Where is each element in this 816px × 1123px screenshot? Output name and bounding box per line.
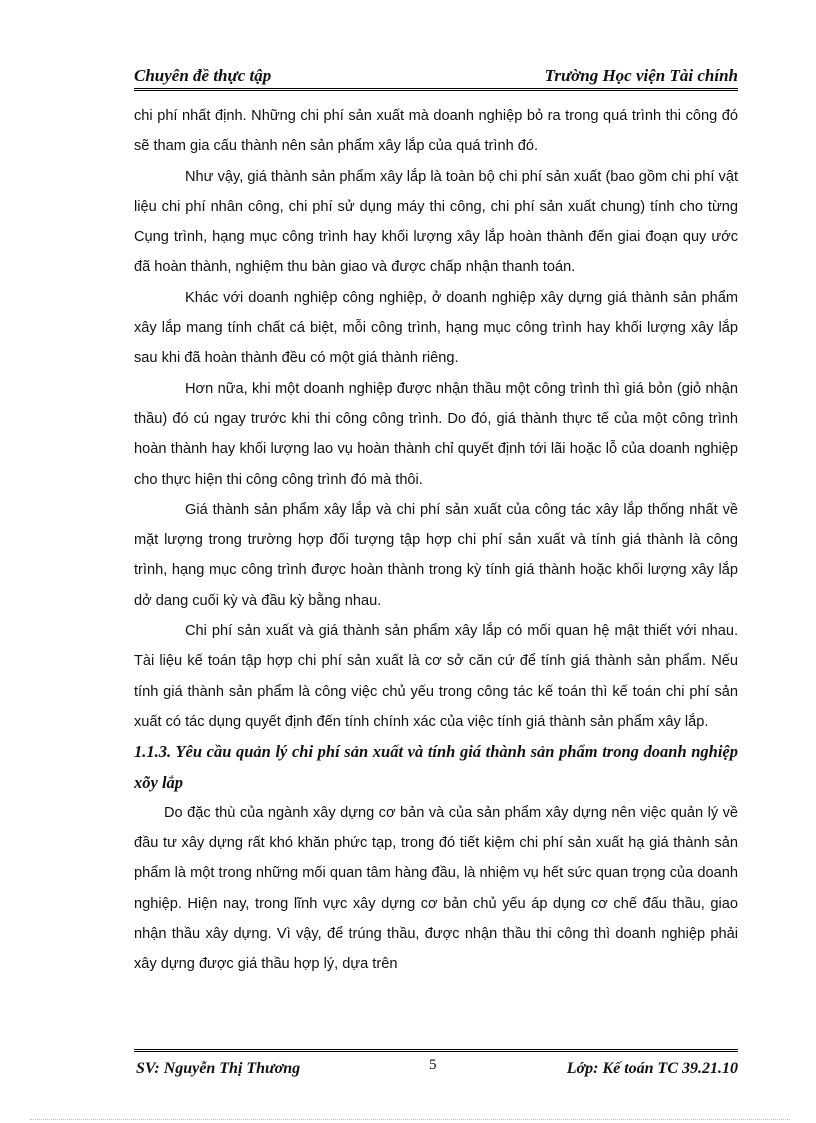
paragraph: Giá thành sản phẩm xây lắp và chi phí sản xuất của công tác xây lắp thống nhất về mặt lượng trong trường hợp đối tượng tập hợp chi phí sản xuất và tính giá thành là công trình, hạng mục công trình được hoàn thành trong kỳ tính giá thành hoặc khối lượng xây lắp dở dang cuối kỳ và đầu kỳ bằng nhau.: [134, 501, 738, 609]
page-body: [134, 101, 738, 980]
bottom-dotted-rule: [30, 1119, 790, 1120]
paragraph: Như vậy, giá thành sản phẩm xây lắp là toàn bộ chi phí sản xuất (bao gồm chi phí vật liệu chi phí nhân công, chi phí sử dụng máy thi công, chi phí sản xuất chung) tính cho từng Cụng trình, hạng mục công trình hay khối lượng xây lắp hoàn thành đến giai đoạn quy ước đã hoàn thành, nghiệm thu bàn giao và được chấp nhận thanh toán.: [134, 168, 738, 276]
footer-class: Lớp: Kế toán TC 39.21.10: [566, 1060, 738, 1077]
section-heading: 1.1.3. Yêu cầu quản lý chi phí sản xuất và tính giá thành sản phẩm trong doanh nghiệp xõy lắp: [134, 742, 738, 792]
header-title: Chuyên đề thực tập: [134, 66, 272, 85]
header-institution: Trường Học viện Tài chính: [544, 66, 738, 85]
paragraph: chi phí nhất định. Những chi phí sản xuất mà doanh nghiệp bỏ ra trong quá trình thi công đó sẽ tham gia cấu thành nên sản phẩm xây lắp của quá trình đó.: [134, 108, 738, 155]
page-footer: [134, 1049, 738, 1086]
paragraph: Do đặc thù của ngành xây dựng cơ bản và của sản phẩm xây dựng nên việc quản lý về đầu tư xây dựng rất khó khăn phức tạp, trong đó tiết kiệm chi phí sản xuất hạ giá thành sản phẩm là một trong những mối quan tâm hàng đầu, là nhiệm vụ hết sức quan trọng của doanh nghiệp. Hiện nay, trong lĩnh vực xây dựng cơ bản chủ yếu áp dụng cơ chế đấu thầu, giao nhận thầu xây dựng. Vì vậy, để trúng thầu, được nhận thầu thi công thì doanh nghiệp phải xây dựng được giá thầu hợp lý, dựa trên: [134, 804, 738, 973]
page-header: [134, 62, 738, 91]
paragraph: Chi phí sản xuất và giá thành sản phẩm xây lắp có mối quan hệ mật thiết với nhau. Tài liệu kế toán tập hợp chi phí sản xuất là cơ sở căn cứ để tính giá thành sản phẩm. Nếu tính giá thành sản phẩm là công việc chủ yếu trong công tác kế toán thì kế toán chi phí sản xuất có tác dụng quyết định đến tính chính xác của việc tính giá thành sản phẩm xây lắp.: [134, 623, 738, 730]
paragraph: Hơn nữa, khi một doanh nghiệp được nhận thầu một công trình thì giá bỏn (giỏ nhận thầu) đó cú ngay trước khi thi công công trình. Do đó, giá thành thực tế của một công trình hoàn thành hay khối lượng lao vụ hoàn thành chỉ quyết định tới lãi hoặc lỗ của doanh nghiệp cho thực hiện thi công công trình đó mà thôi.: [134, 380, 738, 488]
paragraph: Khác với doanh nghiệp công nghiệp, ở doanh nghiệp xây dựng giá thành sản phẩm xây lắp mang tính chất cá biệt, mỗi công trình, hạng mục công trình hay khối lượng xây lắp sau khi đã hoàn thành đều có một giá thành riêng.: [134, 289, 738, 367]
page-number: 5: [429, 1057, 437, 1073]
footer-student: SV: Nguyễn Thị Thương: [136, 1060, 301, 1077]
